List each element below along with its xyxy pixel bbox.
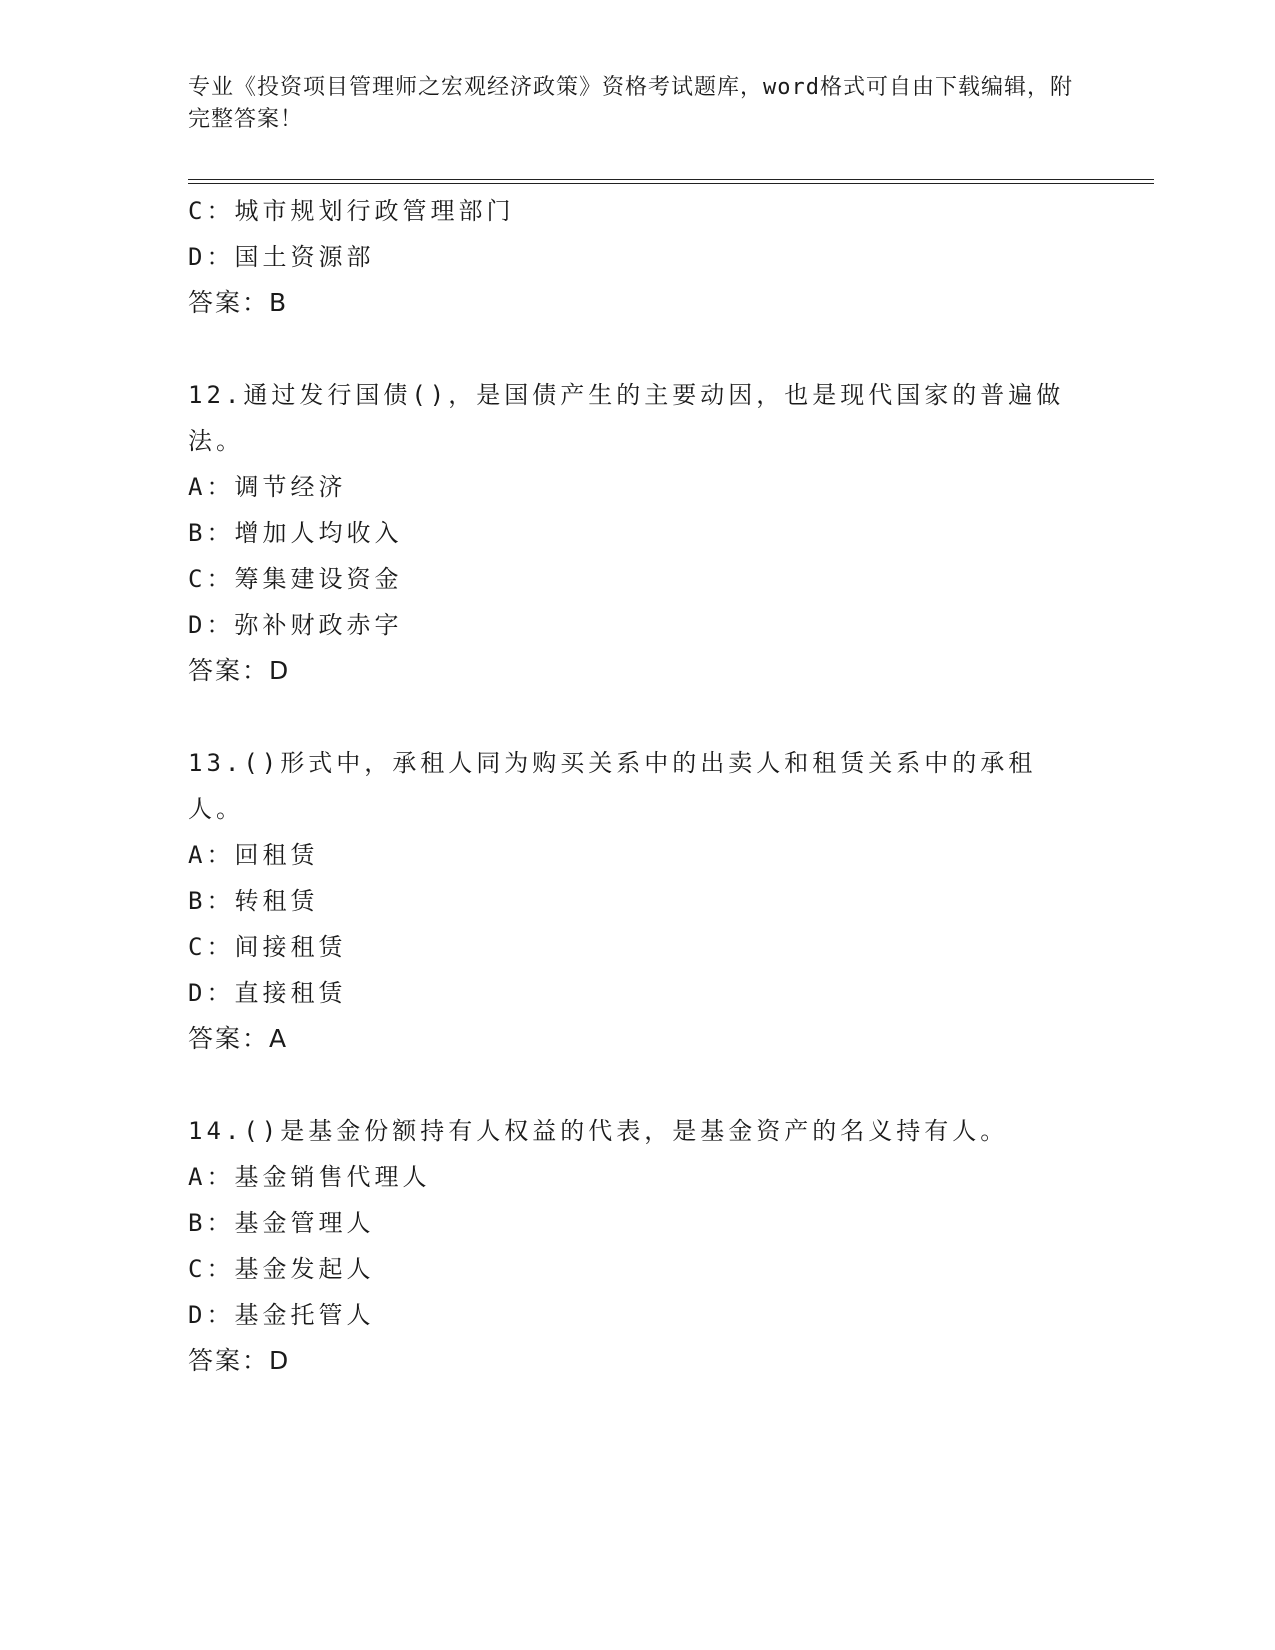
answer-line: 答案：D: [188, 656, 291, 685]
option-b: B：基金管理人: [188, 1209, 375, 1237]
option-d: D：国土资源部: [188, 243, 375, 271]
answer-line: 答案：D: [188, 1346, 291, 1375]
question-list: [188, 188, 1088, 1384]
question-stem: 14.()是基金份额持有人权益的代表，是基金资产的名义持有人。: [188, 1117, 1009, 1145]
spacer: [188, 326, 1088, 372]
option-a: A：调节经济: [188, 473, 347, 501]
answer-line: 答案：B: [188, 288, 289, 317]
option-c: C：城市规划行政管理部门: [188, 197, 515, 225]
spacer: [188, 1062, 1088, 1108]
header-divider-bottom: [188, 183, 1154, 184]
option-b: B：增加人均收入: [188, 519, 403, 547]
continued-question: [188, 188, 1088, 326]
question-stem: 12.通过发行国债()，是国债产生的主要动因，也是现代国家的普遍做法。: [188, 381, 1065, 455]
option-a: A：回租赁: [188, 841, 319, 869]
spacer: [188, 694, 1088, 740]
question-12: [188, 372, 1088, 694]
header-divider-top: [188, 179, 1154, 180]
answer-line: 答案：A: [188, 1024, 289, 1053]
question-14: [188, 1108, 1088, 1384]
option-c: C：筹集建设资金: [188, 565, 403, 593]
option-d: D：直接租赁: [188, 979, 347, 1007]
option-b: B：转租赁: [188, 887, 319, 915]
option-d: D：基金托管人: [188, 1301, 375, 1329]
option-d: D：弥补财政赤字: [188, 611, 403, 639]
option-c: C：间接租赁: [188, 933, 347, 961]
option-a: A：基金销售代理人: [188, 1163, 431, 1191]
question-13: [188, 740, 1088, 1062]
question-stem: 13.()形式中，承租人同为购买关系中的出卖人和租赁关系中的承租人。: [188, 749, 1037, 823]
option-c: C：基金发起人: [188, 1255, 375, 1283]
document-header: 专业《投资项目管理师之宏观经济政策》资格考试题库，word格式可自由下载编辑，附完整答案！: [188, 75, 1073, 132]
